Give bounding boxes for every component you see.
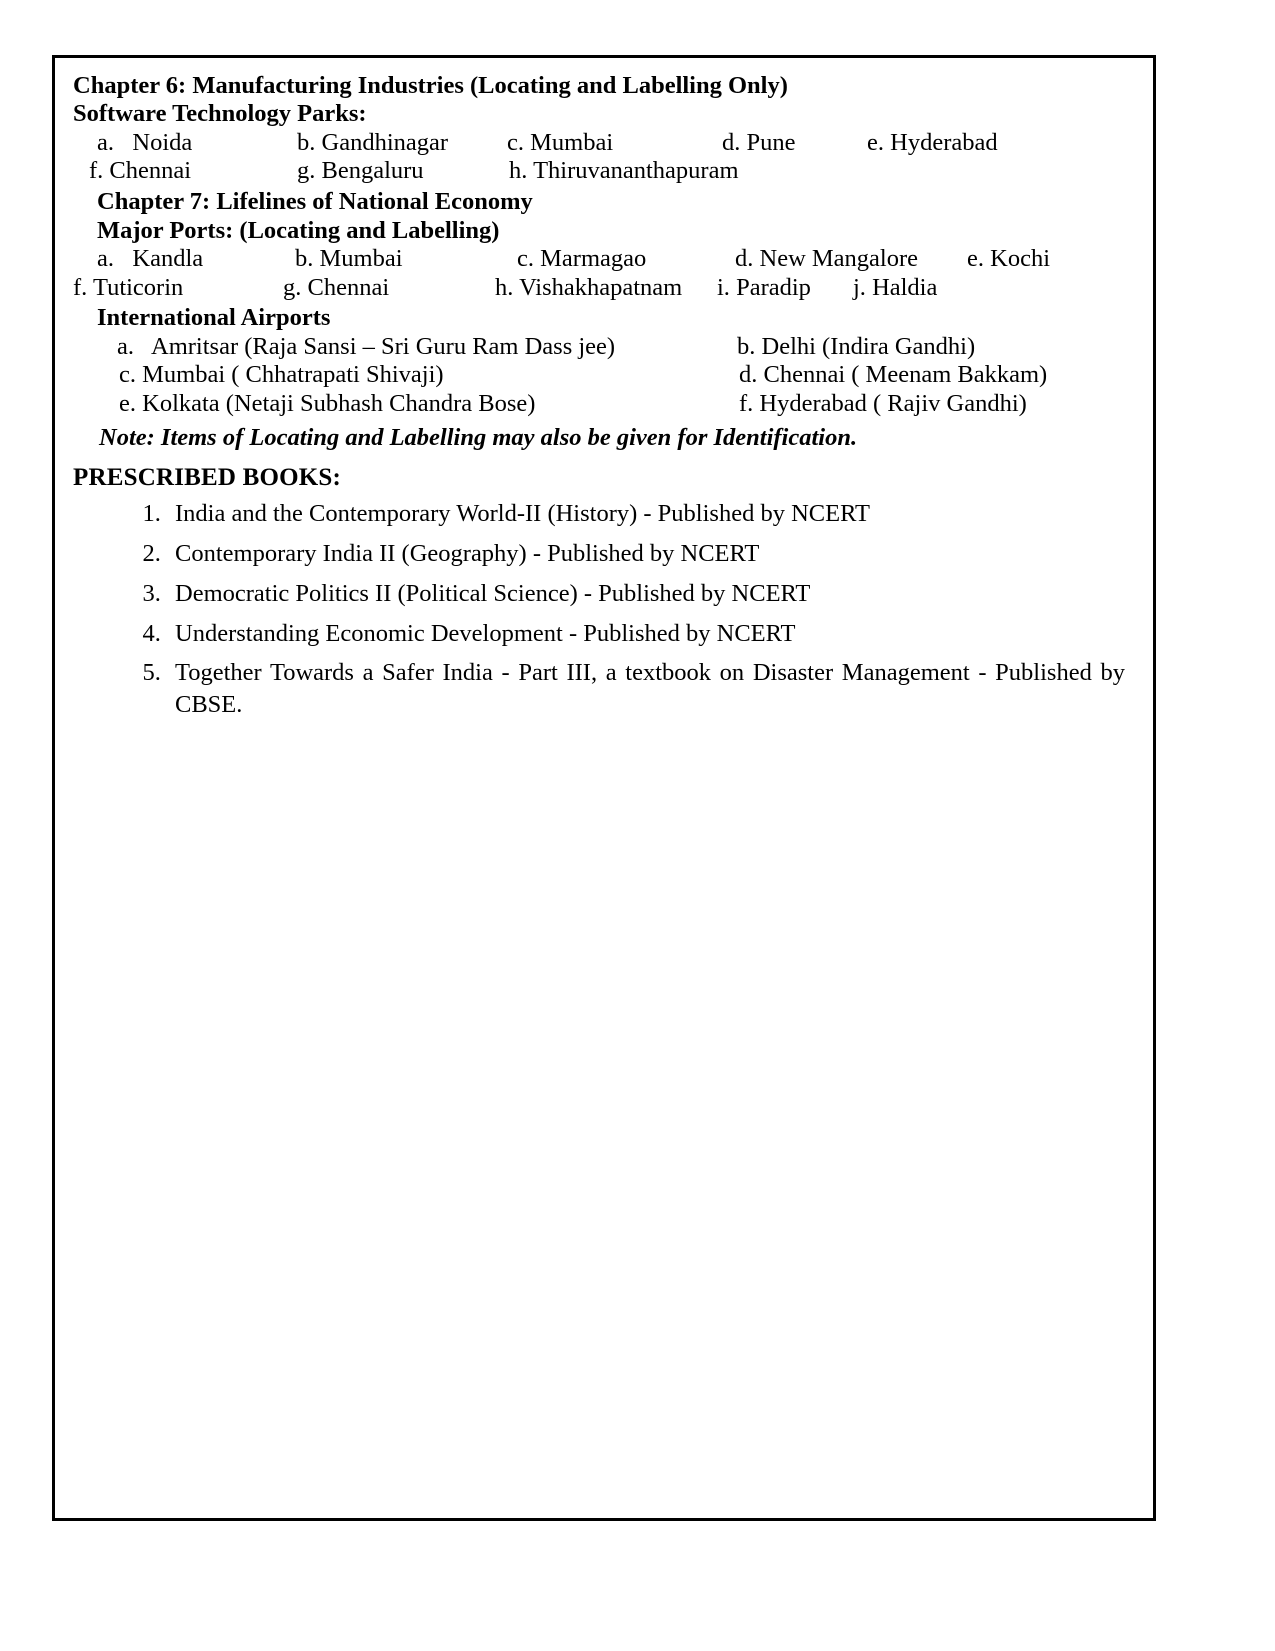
list-item [853,274,993,303]
locating-labelling-note: Note: Items of Locating and Labelling may also be given for Identification. [99,423,858,451]
airport-row [73,390,1135,419]
international-airports-heading: International Airports [97,304,331,332]
item-label: f. [73,273,93,301]
item-text: Thiruvananthapuram [533,157,739,185]
list-item [735,245,967,274]
list-item [495,274,717,303]
list-item [283,274,495,303]
item-text: Kandla [132,244,204,272]
item-label: a. [97,244,133,272]
software-technology-parks-heading: Software Technology Parks: [73,100,367,128]
item-label: h. [495,273,520,301]
list-item [89,157,297,186]
list-item [867,129,1067,158]
ports-row-2 [73,274,1135,303]
list-item [722,129,867,158]
item-text: Paradip [736,273,811,301]
airport-row [73,333,1135,362]
item-text: Gandhinagar [321,128,449,156]
item-text: Noida [132,128,193,156]
airports-list [73,333,1135,419]
chapter7-heading: Chapter 7: Lifelines of National Economy [97,188,533,216]
airport-left: e. Kolkata (Netaji Subhash Chandra Bose) [119,389,536,417]
chapter6-heading: Chapter 6: Manufacturing Industries (Locating and Labelling Only) [73,72,788,99]
stp-row-1 [73,129,1135,158]
item-text: Haldia [872,273,938,301]
item-label: e. [967,244,991,272]
item-label: i. [717,273,737,301]
item-text: Bengaluru [321,157,424,185]
item-text: Kochi [990,244,1050,272]
item-text: Mumbai [530,128,614,156]
list-item [717,274,853,303]
list-item [73,274,283,303]
airport-left: a. Amritsar (Raja Sansi – Sri Guru Ram Dass jee) [117,332,616,360]
list-item [297,157,509,186]
item-text: Vishakhapatnam [519,273,683,301]
prescribed-book-item: 2. Contemporary India II (Geography) - Published by NCERT [167,538,1135,570]
item-label: c. [507,128,531,156]
list-item [517,245,735,274]
item-label: g. [297,157,322,185]
prescribed-book-item: 5. Together Towards a Safer India - Part III, a textbook on Disaster Management - Published by CBSE. [167,657,1135,721]
item-label: g. [283,273,308,301]
list-item [297,129,507,158]
item-text: Mumbai [319,244,403,272]
item-text: Marmagao [540,244,647,272]
item-label: a. [97,128,133,156]
item-label: d. [735,244,760,272]
item-text: Chennai [109,157,192,185]
prescribed-books-heading: PRESCRIBED BOOKS: [73,464,342,492]
item-label: h. [509,157,534,185]
airport-right: d. Chennai ( Meenam Bakkam) [739,361,1048,389]
list-item [509,157,809,186]
airport-left: c. Mumbai ( Chhatrapati Shivaji) [119,361,444,389]
list-item [507,129,722,158]
airport-row [73,361,1135,390]
major-ports-heading: Major Ports: (Locating and Labelling) [97,216,500,244]
item-label: e. [867,128,891,156]
item-label: b. [295,244,320,272]
document-page [52,55,1156,1521]
airport-right: b. Delhi (Indira Gandhi) [737,332,976,360]
item-text: New Mangalore [759,244,919,272]
stp-row-2 [73,157,1135,186]
item-label: b. [297,128,322,156]
list-item [967,245,1107,274]
list-item [295,245,517,274]
item-label: f. [89,157,110,185]
item-text: Pune [746,128,796,156]
item-text: Tuticorin [92,273,184,301]
list-item [97,245,295,274]
item-label: j. [853,273,873,301]
item-label: d. [722,128,747,156]
item-text: Hyderabad [890,128,998,156]
item-label: c. [517,244,541,272]
ports-row-1 [73,245,1135,274]
item-text: Chennai [307,273,390,301]
page-content [73,72,1135,729]
airport-right: f. Hyderabad ( Rajiv Gandhi) [739,389,1027,417]
list-item [97,129,297,158]
prescribed-books-list [73,498,1135,721]
prescribed-book-item: 4. Understanding Economic Development - Published by NCERT [167,618,1135,650]
prescribed-book-item: 1. India and the Contemporary World-II (History) - Published by NCERT [167,498,1135,530]
prescribed-book-item: 3. Democratic Politics II (Political Science) - Published by NCERT [167,578,1135,610]
